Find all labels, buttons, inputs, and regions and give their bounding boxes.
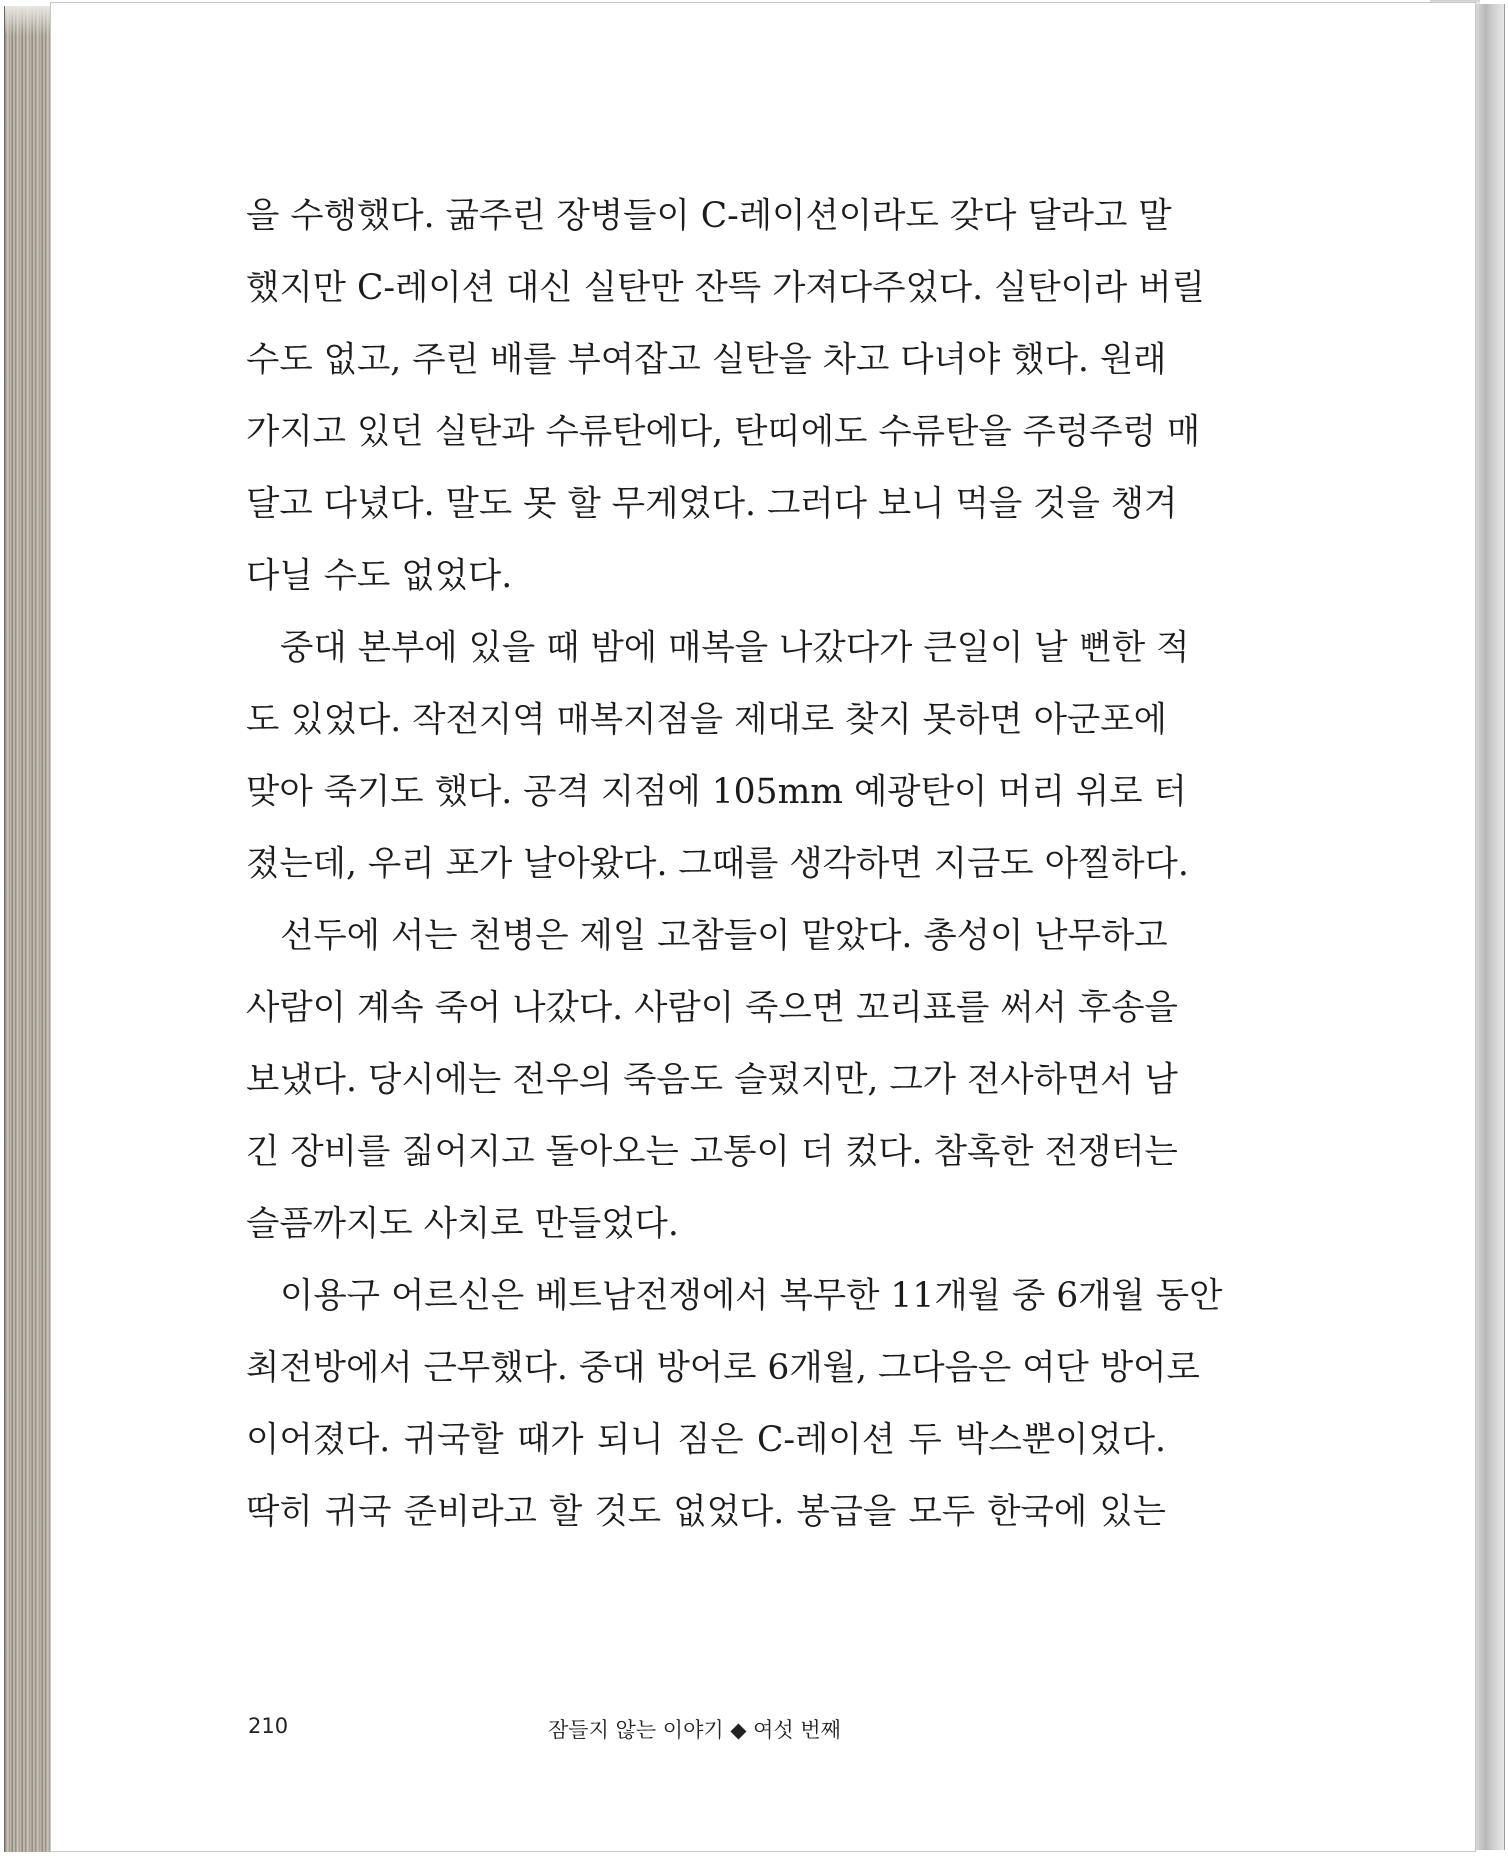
text-line: 졌는데, 우리 포가 날아왔다. 그때를 생각하면 지금도 아찔하다. xyxy=(246,844,1189,884)
paragraph xyxy=(246,612,1190,900)
text-line: 했지만 C-레이션 대신 실탄만 잔뜩 가져다주었다. 실탄이라 버릴 xyxy=(246,268,1205,308)
text-line: 이용구 어르신은 베트남전쟁에서 복무한 11개월 중 6개월 동안 xyxy=(280,1276,1223,1316)
paragraph xyxy=(246,180,1205,612)
running-title: 잠들지 않는 이야기 ◆ 여섯 번째 xyxy=(548,1718,841,1742)
text-line: 다닐 수도 없었다. xyxy=(246,556,513,596)
text-line: 도 있었다. 작전지역 매복지점을 제대로 찾지 못하면 아군포에 xyxy=(246,700,1167,740)
text-line: 긴 장비를 짊어지고 돌아오는 고통이 더 컸다. 참혹한 전쟁터는 xyxy=(246,1132,1178,1172)
text-line: 을 수행했다. 굶주린 장병들이 C-레이션이라도 갖다 달라고 말 xyxy=(246,196,1172,236)
text-line: 최전방에서 근무했다. 중대 방어로 6개월, 그다음은 여단 방어로 xyxy=(246,1348,1200,1388)
text-line: 선두에 서는 천병은 제일 고참들이 맡았다. 총성이 난무하고 xyxy=(280,916,1168,956)
page-edge-right xyxy=(1476,4,1505,1850)
page-number: 210 xyxy=(248,1714,289,1738)
text-line: 가지고 있던 실탄과 수류탄에다, 탄띠에도 수류탄을 주렁주렁 매 xyxy=(246,412,1201,452)
paragraph xyxy=(246,900,1178,1260)
text-line: 딱히 귀국 준비라고 할 것도 없었다. 봉급을 모두 한국에 있는 xyxy=(246,1492,1166,1532)
body-text xyxy=(246,180,1223,1548)
text-line: 수도 없고, 주린 배를 부여잡고 실탄을 차고 다녀야 했다. 원래 xyxy=(246,340,1167,380)
paragraph xyxy=(246,1260,1223,1548)
page-stack-edge xyxy=(4,6,55,1852)
text-line: 사람이 계속 죽어 나갔다. 사람이 죽으면 꼬리표를 써서 후송을 xyxy=(246,988,1178,1028)
text-line: 달고 다녔다. 말도 못 할 무게였다. 그러다 보니 먹을 것을 챙겨 xyxy=(246,484,1178,524)
text-line: 맞아 죽기도 했다. 공격 지점에 105mm 예광탄이 머리 위로 터 xyxy=(246,772,1187,812)
page-footer xyxy=(50,1714,1476,1750)
text-line: 중대 본부에 있을 때 밤에 매복을 나갔다가 큰일이 날 뻔한 적 xyxy=(280,628,1190,668)
text-line: 슬픔까지도 사치로 만들었다. xyxy=(246,1204,679,1244)
text-line: 이어졌다. 귀국할 때가 되니 짐은 C-레이션 두 박스뿐이었다. xyxy=(246,1420,1166,1460)
text-line: 보냈다. 당시에는 전우의 죽음도 슬펐지만, 그가 전사하면서 남 xyxy=(246,1060,1178,1100)
